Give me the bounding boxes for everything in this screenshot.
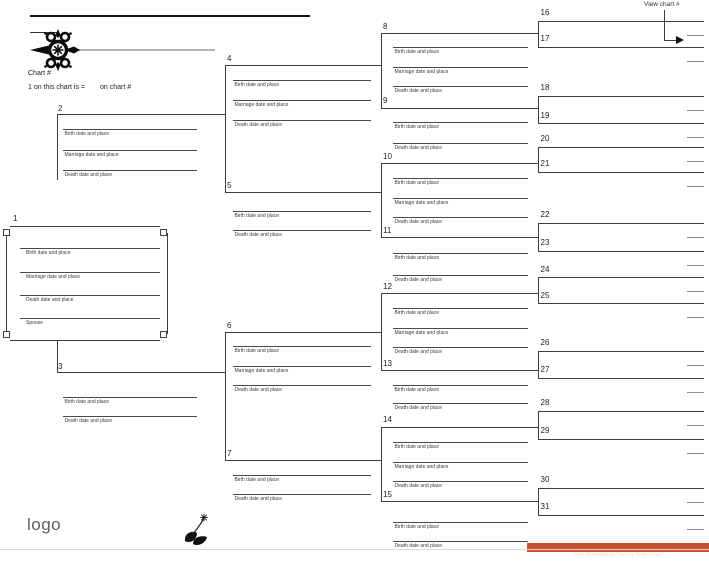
person-14-field-marriage-line	[393, 462, 528, 463]
page-bottom-edge	[0, 549, 709, 550]
person-1-box-corner-ornament	[3, 331, 10, 338]
person-5-field-birth-label: Birth date and place	[234, 213, 279, 219]
person-29-name-line	[538, 439, 704, 440]
person-1-box-corner-ornament	[3, 229, 10, 236]
person-8-field-marriage-label: Marriage date and place	[394, 68, 449, 75]
generation-connector-line	[381, 427, 382, 501]
person-10-field-death-line	[393, 217, 528, 218]
generation-connector-line	[538, 147, 539, 172]
person-3-number: 3	[58, 361, 63, 371]
person-9-field-death-label: Death date and place	[394, 145, 443, 152]
person-6-field-birth-line	[233, 346, 371, 347]
person-30-number: 30	[540, 475, 550, 484]
generation-connector-line	[538, 96, 539, 124]
person-20-chart-ref-line	[687, 161, 704, 162]
person-13-field-birth-line	[393, 385, 528, 386]
person-1-box-corner-ornament	[160, 331, 167, 338]
person-1-field-spouse-label: Spouse	[26, 320, 43, 326]
person-5-field-death-label: Death date and place	[234, 232, 283, 238]
person-4-name-line	[225, 65, 380, 66]
person-1-field-birth-label: Birth date and place	[26, 250, 71, 256]
leaf-ornament-icon	[183, 513, 209, 547]
person-6-field-death-label: Death date and place	[234, 387, 283, 393]
person-4-field-death-line	[233, 120, 371, 121]
person-24-number: 24	[540, 264, 550, 274]
person-19-name-line	[538, 123, 704, 124]
person-22-chart-ref-line	[687, 237, 704, 238]
person-17-name-line	[538, 47, 704, 48]
person-14-field-marriage-label: Marriage date and place	[394, 463, 449, 470]
person-11-name-line	[381, 237, 538, 238]
person-28-name-line	[538, 411, 704, 412]
person-15-name-line	[381, 501, 538, 502]
chart-number-label: Chart #	[28, 70, 51, 77]
person-4-field-marriage-label: Marriage date and place	[234, 102, 289, 108]
person-8-field-marriage-line	[393, 67, 528, 68]
person-20-name-line	[538, 147, 704, 148]
person-1-number: 1	[13, 214, 18, 223]
person-16-number: 16	[540, 8, 550, 17]
person-21-name-line	[538, 172, 704, 173]
logo-text: logo	[27, 515, 62, 534]
person-13-field-birth-label: Birth date and place	[394, 386, 439, 393]
person-18-name-line	[538, 96, 704, 97]
person-13-name-line	[381, 370, 538, 371]
person-12-field-birth-label: Birth date and place	[394, 310, 439, 316]
person-12-name-line	[381, 293, 538, 294]
person-16-chart-ref-line	[687, 35, 704, 36]
person-18-number: 18	[540, 83, 550, 92]
person-31-chart-ref-line	[687, 529, 704, 530]
person-12-field-birth-line	[393, 308, 528, 309]
person-14-field-birth-label: Birth date and place	[394, 443, 439, 450]
person-13-field-death-label: Death date and place	[394, 405, 443, 412]
person-11-number: 11	[383, 225, 392, 235]
person-15-field-death-label: Death date and place	[394, 543, 443, 549]
person-4-field-birth-label: Birth date and place	[234, 82, 279, 88]
generation-connector-line	[225, 332, 226, 460]
person-12-number: 12	[383, 281, 392, 291]
person-25-number: 25	[540, 290, 550, 300]
person-2-field-death-line	[63, 170, 197, 171]
person-26-name-line	[538, 351, 704, 352]
person-1-field-spouse-line	[20, 318, 160, 319]
person-4-field-birth-line	[233, 80, 371, 81]
person-10-field-birth-label: Birth date and place	[394, 180, 439, 187]
person-10-field-birth-line	[393, 178, 528, 179]
person-14-number: 14	[383, 415, 392, 425]
person-3-name-line	[57, 372, 225, 373]
person-8-field-birth-label: Birth date and place	[394, 49, 439, 56]
person-27-number: 27	[540, 365, 550, 375]
person-28-chart-ref-line	[687, 425, 704, 426]
person-5-number: 5	[227, 181, 232, 190]
compass-ornament-icon	[30, 28, 82, 72]
person-8-name-line	[381, 33, 538, 34]
person-6-field-marriage-line	[233, 366, 371, 367]
person-6-number: 6	[227, 320, 232, 330]
person-19-chart-ref-line	[687, 137, 704, 138]
person-12-field-death-label: Death date and place	[394, 348, 443, 355]
person-28-number: 28	[540, 398, 550, 408]
person-22-number: 22	[540, 210, 550, 219]
person-13-number: 13	[383, 358, 392, 368]
generation-connector-line	[381, 33, 382, 108]
person-14-field-birth-line	[393, 442, 528, 443]
footer-banner-title: Five Generation Family Tree Chart	[573, 552, 663, 558]
person-15-field-death-line	[393, 541, 528, 542]
person-23-chart-ref-line	[687, 265, 704, 266]
person-10-field-marriage-label: Marriage date and place	[394, 199, 449, 206]
person-16-name-line	[538, 21, 704, 22]
person-14-name-line	[381, 427, 538, 428]
person-25-name-line	[538, 303, 704, 304]
person-2-field-birth-label: Birth date and place	[64, 131, 109, 137]
person-11-field-birth-line	[393, 253, 528, 254]
person-21-chart-ref-line	[687, 186, 704, 187]
person-31-name-line	[538, 515, 704, 516]
person-8-field-birth-line	[393, 47, 528, 48]
person-8-field-death-line	[393, 86, 528, 87]
person-5-name-line	[225, 192, 380, 193]
person-27-name-line	[538, 378, 704, 379]
person-24-chart-ref-line	[687, 291, 704, 292]
person-1-box-right	[167, 233, 168, 334]
person-12-field-marriage-label: Marriage date and place	[394, 329, 449, 336]
person-20-number: 20	[540, 134, 550, 143]
person-15-field-birth-line	[393, 522, 528, 523]
person-11-field-birth-label: Birth date and place	[394, 255, 439, 261]
person-7-number: 7	[227, 449, 232, 458]
person-7-field-birth-line	[233, 475, 371, 476]
person-7-field-death-line	[233, 494, 371, 495]
person-14-field-death-label: Death date and place	[394, 483, 443, 489]
generation-connector-line	[381, 293, 382, 370]
person-27-chart-ref-line	[687, 392, 704, 393]
person-10-number: 10	[383, 151, 392, 161]
person-6-field-death-line	[233, 385, 371, 386]
person-30-name-line	[538, 488, 704, 489]
person-18-chart-ref-line	[687, 110, 704, 111]
view-chart-arrow-line	[664, 10, 665, 40]
generation-connector-line	[538, 277, 539, 303]
person-2-field-marriage-label: Marriage date and place	[64, 151, 119, 158]
person-1-field-marriage-label: Marriage date and place	[26, 273, 80, 280]
person-2-field-death-label: Death date and place	[64, 172, 113, 178]
person-12-field-death-line	[393, 347, 528, 348]
person-7-field-death-label: Death date and place	[234, 496, 283, 503]
person-6-name-line	[225, 332, 380, 333]
person-6-field-marriage-label: Marriage date and place	[234, 367, 289, 374]
view-chart-number-label: View chart #	[644, 1, 680, 8]
person-2-field-birth-line	[63, 129, 197, 130]
footer-banner	[527, 543, 709, 558]
person-4-field-death-label: Death date and place	[234, 121, 283, 128]
person-1-box-left	[6, 233, 7, 334]
person-15-number: 15	[383, 489, 392, 499]
person-12-field-marriage-line	[393, 328, 528, 329]
person-11-field-death-label: Death date and place	[394, 276, 443, 283]
person-17-number: 17	[540, 34, 550, 43]
person-13-field-death-line	[393, 403, 528, 404]
person-1-box-corner-ornament	[160, 229, 167, 236]
person-10-field-death-label: Death date and place	[394, 218, 443, 225]
person-17-chart-ref-line	[687, 61, 704, 62]
person-30-chart-ref-line	[687, 502, 704, 503]
person-3-field-birth-label: Birth date and place	[64, 398, 109, 405]
person-3-field-death-line	[63, 416, 197, 417]
view-chart-arrow-icon	[676, 36, 684, 44]
person-2-name-line	[57, 114, 225, 115]
generation-connector-line	[225, 65, 226, 193]
person-8-field-death-label: Death date and place	[394, 88, 443, 94]
person-9-field-birth-label: Birth date and place	[394, 124, 439, 131]
person-10-name-line	[381, 163, 538, 164]
person-9-name-line	[381, 108, 538, 109]
person-1-field-marriage-line	[20, 272, 160, 273]
person-1-box-top	[10, 226, 160, 227]
person-1-field-death-line	[20, 295, 160, 296]
person-9-number: 9	[383, 96, 388, 106]
person-23-number: 23	[540, 238, 550, 248]
person-23-name-line	[538, 251, 704, 252]
person-26-number: 26	[540, 338, 550, 348]
person-19-number: 19	[540, 110, 550, 120]
person-25-chart-ref-line	[687, 317, 704, 318]
top-decorative-rule	[30, 15, 310, 17]
person-5-field-death-line	[233, 230, 371, 231]
person-21-number: 21	[540, 159, 550, 168]
person-24-name-line	[538, 277, 704, 278]
person-3-field-death-label: Death date and place	[64, 417, 113, 424]
person-11-field-death-line	[393, 275, 528, 276]
person-7-field-birth-label: Birth date and place	[234, 477, 279, 483]
person-29-number: 29	[540, 426, 550, 436]
person-4-field-marriage-line	[233, 100, 371, 101]
chart-identity-right: on chart #	[100, 84, 132, 91]
person-1-field-birth-line	[20, 248, 160, 249]
generation-connector-line	[57, 114, 58, 181]
person-8-number: 8	[383, 21, 388, 31]
person-29-chart-ref-line	[687, 453, 704, 454]
person-2-number: 2	[58, 103, 63, 113]
person-7-name-line	[225, 460, 380, 461]
person-1-field-death-label: Death date and place	[26, 296, 74, 303]
generation-connector-line	[381, 163, 382, 237]
person-6-field-birth-label: Birth date and place	[234, 348, 279, 354]
chart-identity-left: 1 on this chart is =	[28, 84, 86, 91]
person-9-field-death-line	[393, 143, 528, 144]
person-4-number: 4	[227, 53, 232, 63]
generation-connector-line	[538, 351, 539, 378]
person-9-field-birth-line	[393, 122, 528, 123]
person-3-field-birth-line	[63, 397, 197, 398]
person-5-field-birth-line	[233, 211, 371, 212]
person-26-chart-ref-line	[687, 365, 704, 366]
person-31-number: 31	[540, 502, 550, 512]
person-22-name-line	[538, 223, 704, 224]
person-14-field-death-line	[393, 481, 528, 482]
person-2-field-marriage-line	[63, 150, 197, 151]
person-1-box-bottom	[10, 340, 160, 341]
person-15-field-birth-label: Birth date and place	[394, 523, 439, 530]
person-10-field-marriage-line	[393, 198, 528, 199]
generation-connector-line	[538, 411, 539, 439]
